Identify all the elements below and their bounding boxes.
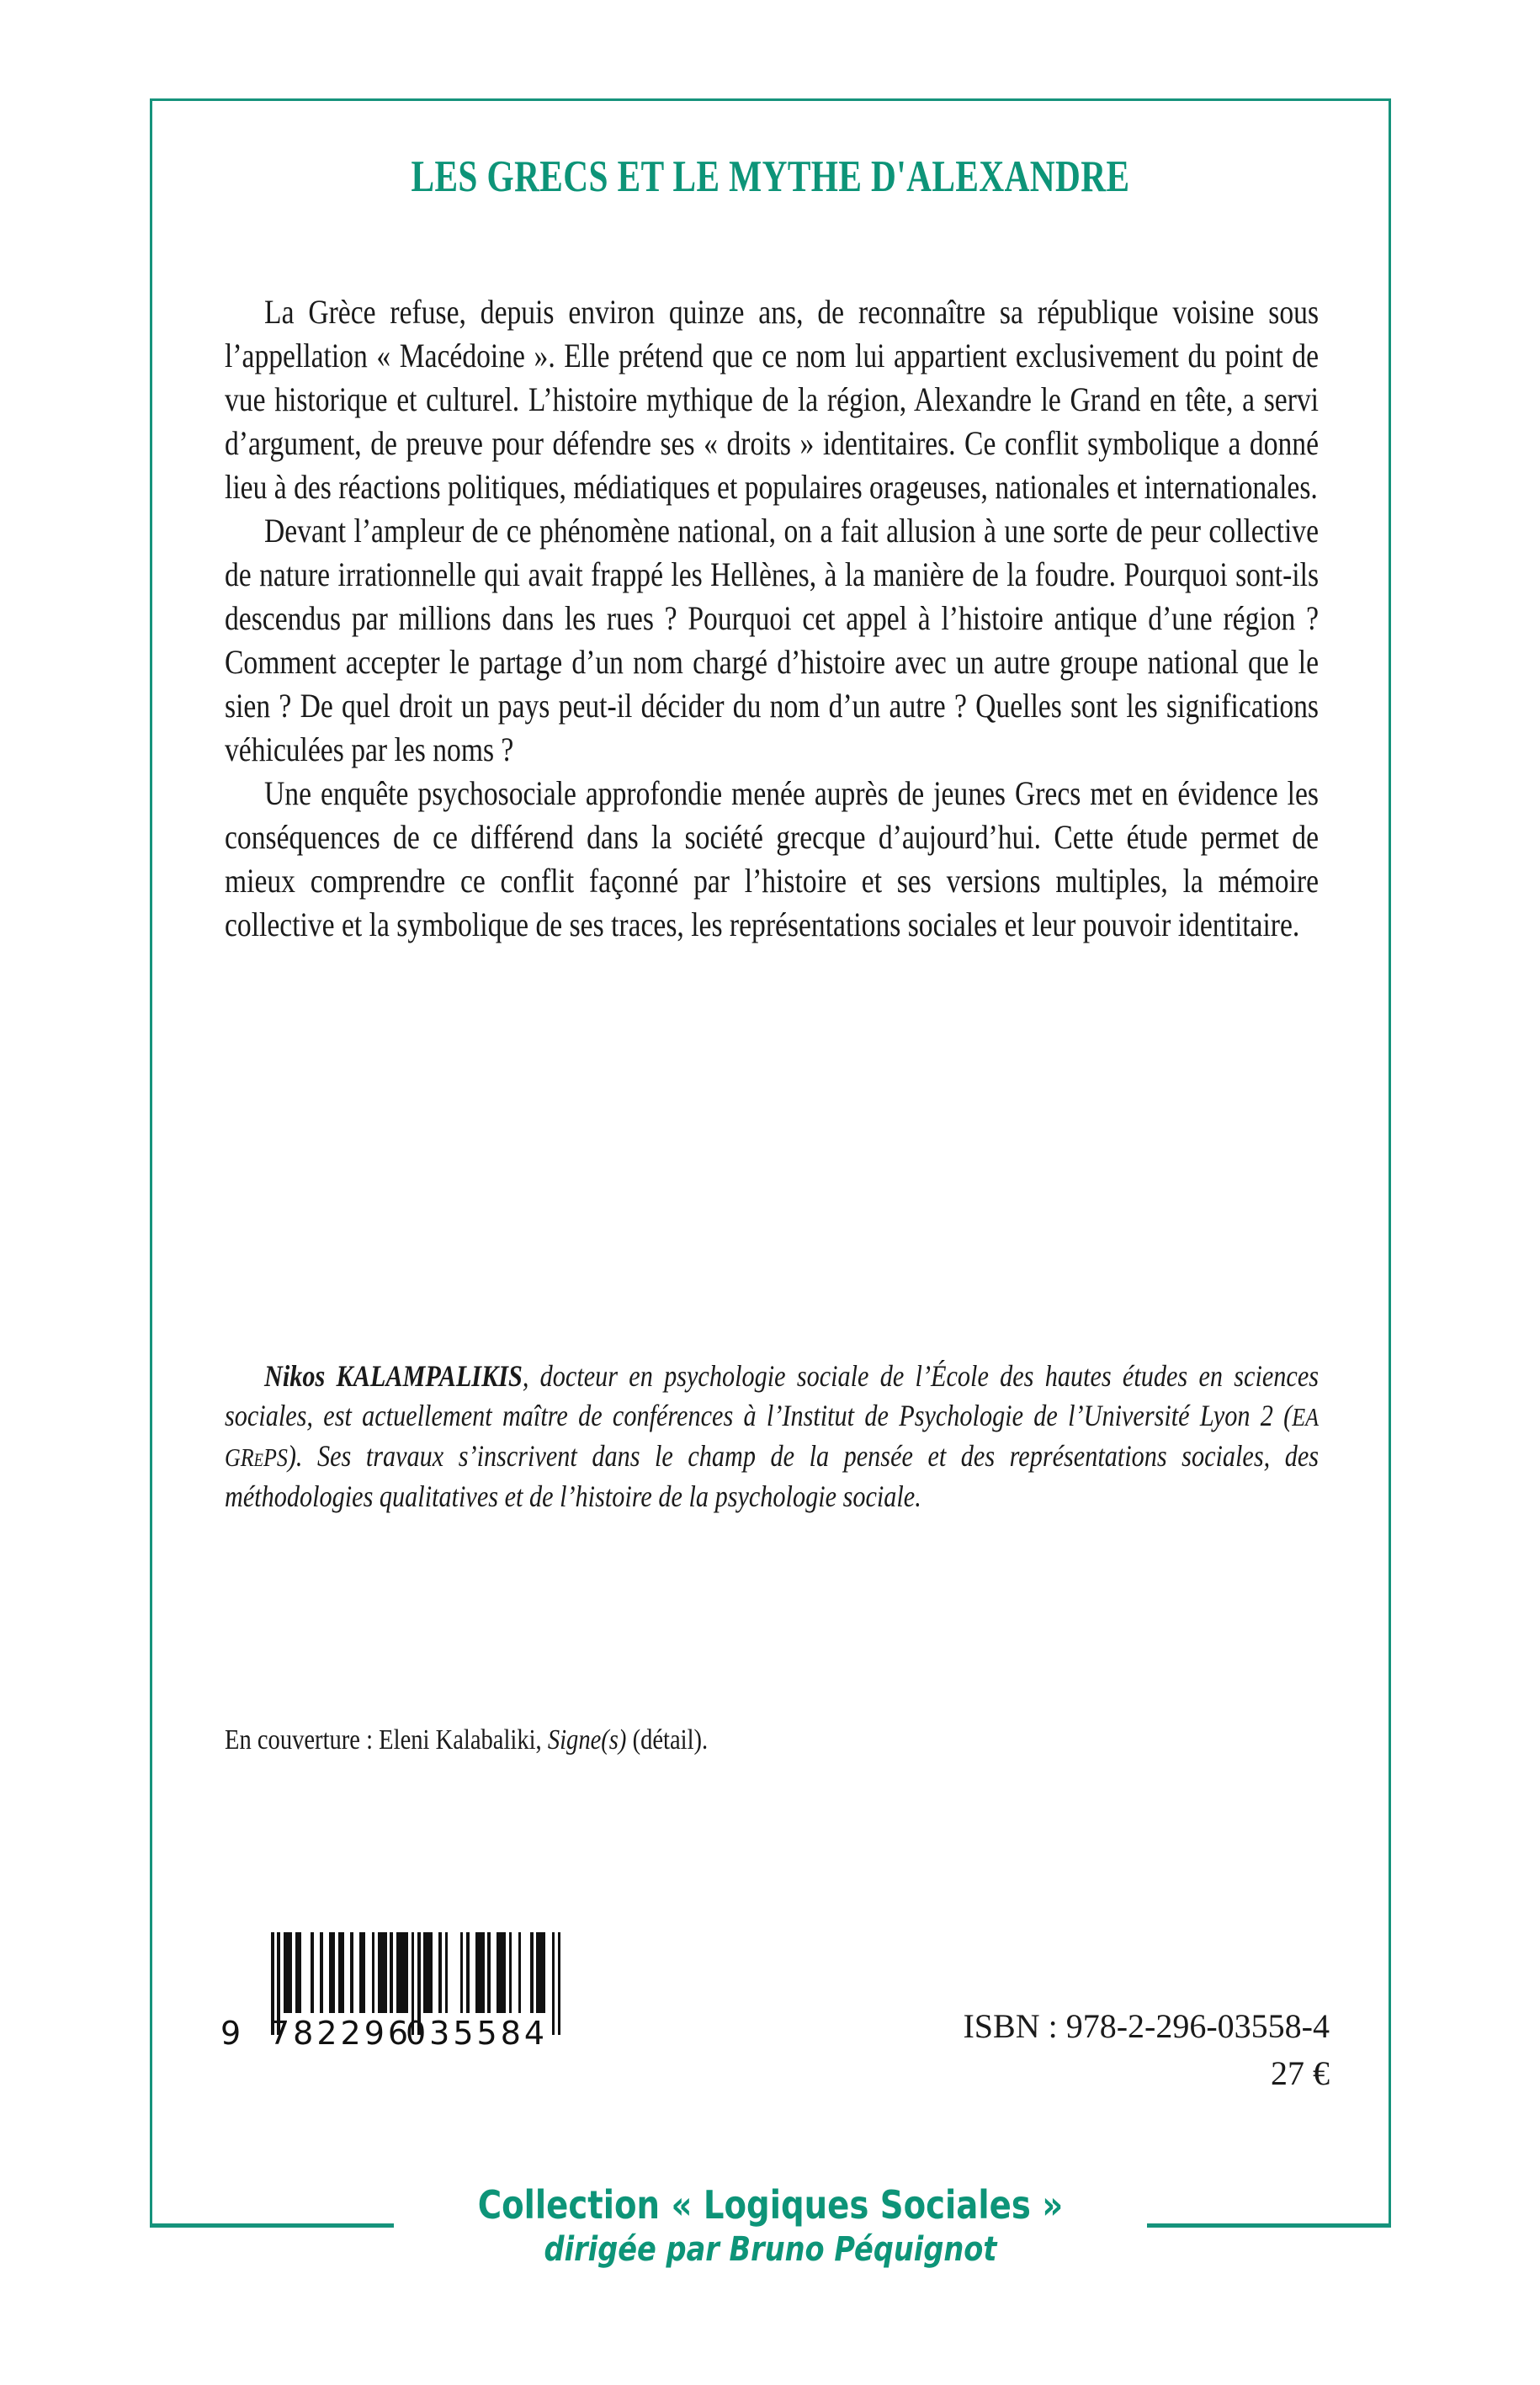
blurb-paragraph bbox=[225, 509, 1319, 772]
barcode-right-group: 035584 bbox=[406, 2015, 549, 2052]
barcode-module bbox=[558, 1932, 561, 2035]
blurb-paragraph-2: Devant l’ampleur de ce phénomène national, on a fait allusion à une sorte de peur collective de nature irrationnelle qui avait frappé les Hellènes, à la manière de la foudre. Pourquoi sont-ils descendus par millions dans les rues ? Pourquoi cet appel à l’histoire antique d’une région ? Comment accepter le partage d’un nom chargé d’histoire avec un autre groupe national que le sien ? De quel droit un pays peut-il décider du nom d’un autre ? Quelles sont les significations véhiculées par les noms ? bbox=[225, 512, 1320, 768]
blurb-paragraph-1: La Grèce refuse, depuis environ quinze ans, de reconnaître sa république voisine sous l’appellation « Macédoine ». Elle prétend que ce nom lui appartient exclusivement du point de vue historique et culturel. L’histoire mythique de la région, Alexandre le Grand en tête, a servi d’argument, de preuve pour défendre ses « droits » identitaires. Ce conflit symbolique a donné lieu à des réactions politiques, médiatiques et populaires orageuses, nationales et internationales. bbox=[225, 293, 1320, 506]
frame-border-top bbox=[150, 98, 1391, 101]
blurb-text bbox=[225, 290, 1319, 947]
author-bio-part-2: ). Ses travaux s’inscrivent dans le champ de la pensée et des représentations sociales, des méthodologies qualitatives et de l’histoire de la psychologie sociale. bbox=[225, 1439, 1320, 1513]
collection-strapline bbox=[150, 2181, 1391, 2271]
barcode-bars bbox=[271, 1932, 561, 2013]
lab-acronym: EA GRePS bbox=[225, 1402, 1320, 1472]
author-bio bbox=[225, 1357, 1319, 1517]
blurb-paragraph bbox=[225, 772, 1319, 947]
author-bio-paragraph bbox=[225, 1357, 1319, 1517]
isbn-price-block bbox=[825, 2003, 1330, 2097]
frame-border-right bbox=[1389, 98, 1391, 2226]
barcode-left-group: 782296 bbox=[269, 2015, 412, 2052]
author-name: Nikos KALAMPALIKIS bbox=[264, 1359, 523, 1393]
author-bio-part-1: , docteur en psychologie sociale de l’École des hautes études en sciences sociales, est actuellement maître de conférences à l’Institut de Psychologie de l’Université Lyon 2 ( bbox=[225, 1359, 1320, 1432]
book-title: LES GRECS ET LE MYTHE D'ALEXANDRE bbox=[411, 152, 1130, 201]
frame-border-left bbox=[150, 98, 152, 2226]
isbn-value: ISBN : 978-2-296-03558-4 bbox=[963, 2007, 1330, 2045]
collection-director: dirigée par Bruno Péquignot bbox=[544, 2230, 997, 2269]
cover-credit-inner bbox=[225, 1722, 1319, 1759]
blurb-paragraph bbox=[225, 290, 1319, 509]
cover-credit-suffix: (détail). bbox=[626, 1724, 709, 1756]
barcode bbox=[220, 1932, 574, 2050]
cover-artwork-title: Signe(s) bbox=[547, 1724, 627, 1756]
author-bio-inner bbox=[225, 1357, 1319, 1517]
cover-credit bbox=[225, 1722, 1319, 1759]
blurb-paragraph-3: Une enquête psychosociale approfondie menée auprès de jeunes Grecs met en évidence les conséquences de ce différend dans la société grecque d’aujourd’hui. Cette étude permet de mieux comprendre ce conflit façonné par l’histoire et ses versions multiples, la mémoire collective et la symbolique de ses traces, les représentations sociales et leur pouvoir identitaire. bbox=[225, 774, 1320, 943]
cover-credit-prefix: En couverture : Eleni Kalabaliki, bbox=[225, 1724, 548, 1756]
price-value: 27 € bbox=[1271, 2054, 1330, 2092]
barcode-lead-digit: 9 bbox=[220, 2015, 242, 2052]
barcode-digits bbox=[220, 2015, 574, 2050]
collection-name: Collection « Logiques Sociales » bbox=[477, 2182, 1064, 2228]
